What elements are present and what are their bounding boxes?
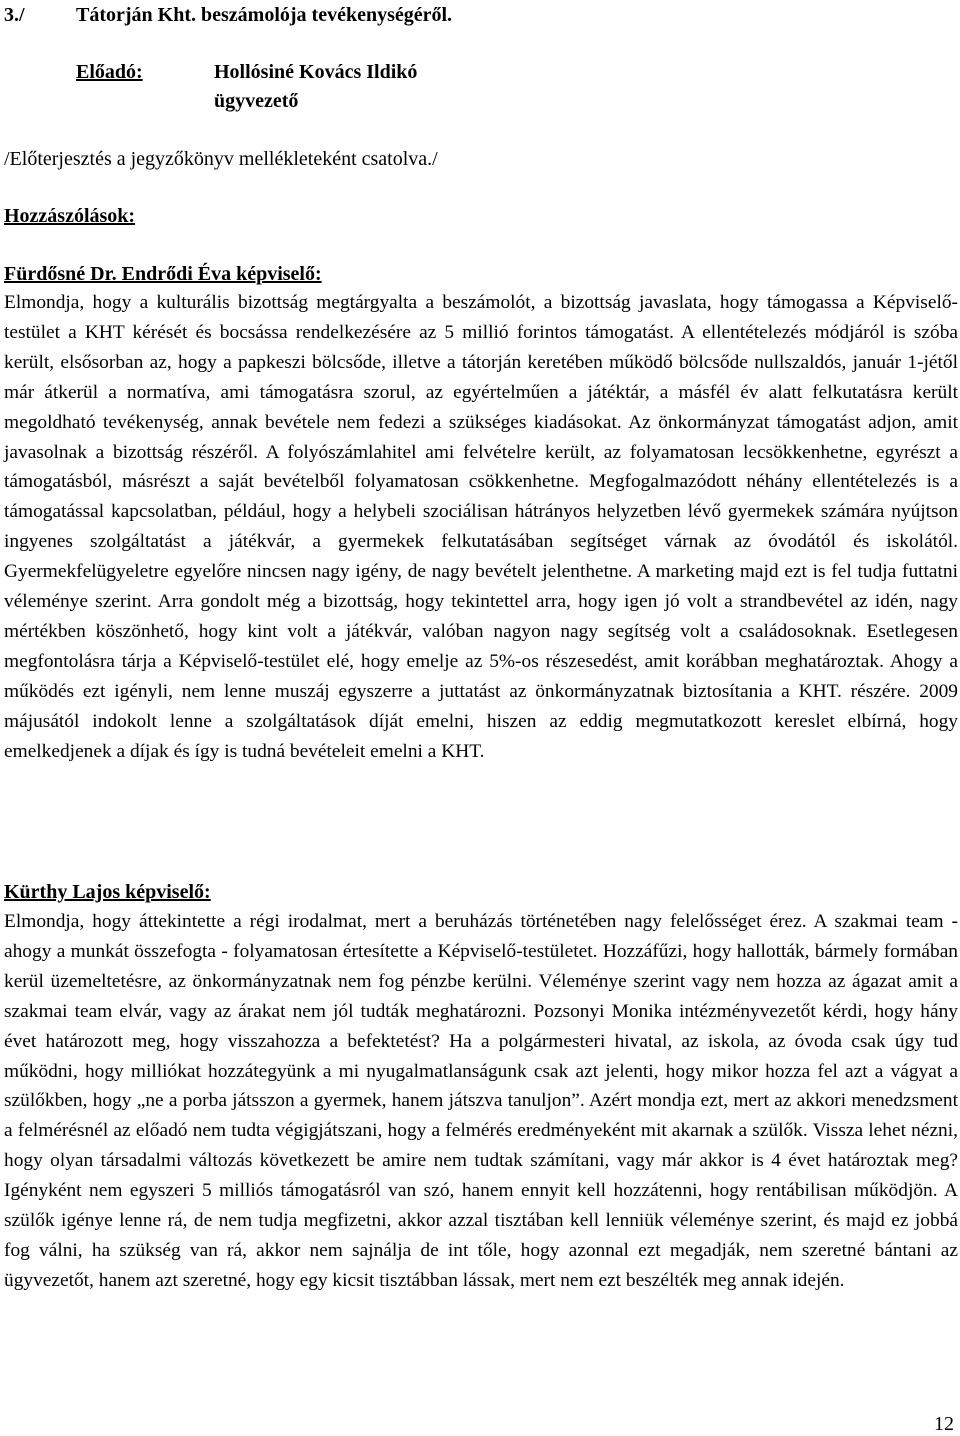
comment-text: Elmondja, hogy a kulturális bizottság megtárgyalta a beszámolót, a bizottság javaslata, hogy támogassa a Képviselő-testület a KHT kérését és bocsássa rendelkezésére az 5 millió forintos támogatást. A ellentételezés módjáról is szóba került, elsősorban az, hogy a papkeszi bölcsőde, illetve a tátorján keretében működő bölcsőde nullszaldós, január 1-jétől már átkerül a normatíva, ami támogatásra szorul, az egyértelműen a játéktár, a másfél év alatt felkutatásra került megoldható tevékenység, annak bevétele nem fedezi a szükséges kiadásokat. Az önkormányzat támogatást adjon, amit javasolnak a bizottság részéről. A folyószámlahitel ami felvételre került, az folyamatosan lecsökkenhetne, egyrészt a támogatásból, másrészt a saját bevételből folyamatosan csökkenhetne. Megfogalmazódott néhány ellentételezés is a támogatással kapcsolatban, például, hogy a helybeli szociálisan hátrányos helyzetben lévő gyermekek számára nyújtson ingyenes szolgáltatást a játékvár, a gyermekek felkutatásában segítséget várnak az óvodától és iskolától. Gyermekfelügyeletre egyelőre nincsen nagy igény, de nagy bevételt jelenthetne. A marketing majd ezt is fel tudja futtatni véleménye szerint. Arra gondolt még a bizottság, hogy tekintettel arra, hogy igen jó volt a strandbevétel az idén, nagy mértékben köszönhető, hogy kint volt a játékvár, valóban nagyon nagy segítség volt a családosoknak. Esetlegesen megfontolásra tárja a Képviselő-testület elé, hogy emelje az 5%-os részesedést, amit korábban meghatároztak. Ahogy a működés ezt igényli, nem lenne muszáj egyszerre a juttatást az önkormányzatnak biztosítania a KHT. részére. 2009 májusától indokolt lenne a szolgáltatások díját emelni, hiszen az eddig megmutatkozott kereslet elbírná, hogy emelkedjenek a díjak és így is tudná bevételeit emelni a KHT. xyxy=(4,292,958,762)
speaker-name: Fürdősné Dr. Endrődi Éva képviselő: xyxy=(4,263,322,285)
presenter-name: Hollósiné Kovács Ildikó xyxy=(214,61,418,83)
comments-heading: Hozzászólások: xyxy=(4,205,136,227)
agenda-item-title: Tátorján Kht. beszámolója tevékenységéről. xyxy=(76,4,453,26)
presenter-label: Előadó: xyxy=(76,61,143,83)
comment-text: Elmondja, hogy áttekintette a régi irodalmat, mert a beruházás történetében nagy felelősséget érez. A szakmai team - ahogy a munkát összefogta - folyamatosan értesítette a Képviselő-testületet. Hozzáfűzi, hogy hallották, bármely formában kerül üzemeltetésre, az önkormányzatnak nem fog pénzbe kerülni. Véleménye szerint vagy nem hozza az ágazat amit a szakmai team elvár, vagy az árakat nem jól tudták meghatározni. Pozsonyi Monika intézményvezetőt kérdi, hogy hány évet határozott meg, hogy visszahozza a befektetést? Ha a polgármesteri hivatal, az iskola, az óvoda csak úgy tud működni, hogy milliókat hozzátegyünk a mi nyugalmatlanságunk csak azt jelenti, hogy mikor hozza fel azt a vágyat a szülőkben, hogy „ne a porba játsszon a gyermek, hanem játszva tanuljon”. Azért mondja ezt, mert az akkori menedzsment a felmérésnél az előadó nem tudta végigjátszani, hogy a felmérés eredményeként mit akarnak a szülők. Vissza lehet nézni, hogy olyan társadalmi változás következett be amire nem tudtak számítani, vagy már akkor is 4 évet határoztak meg? Igényként nem egyszeri 5 milliós támogatásról van szó, hanem ennyit kell hozzátenni, hogy rentábilisan működjön. A szülők igénye lenne rá, de nem tudja megfizetni, akkor azzal tisztában kell lenniük véleménye szerint, és majd ez jobbá fog válni, ha szükség van rá, akkor nem sajnálja de int tőle, hogy azonnal ezt megadják, nem szeretné bántani az ügyvezetőt, hanem azt szeretné, hogy egy kicsit tisztábban lássak, mert nem ezt beszélték meg annak idején. xyxy=(4,911,958,1291)
agenda-item-number: 3./ xyxy=(4,4,25,26)
presenter-role: ügyvezető xyxy=(214,90,299,112)
page-number: 12 xyxy=(934,1413,954,1435)
attachment-note: /Előterjesztés a jegyzőkönyv mellékleteként csatolva./ xyxy=(4,148,438,170)
speaker-name: Kürthy Lajos képviselő: xyxy=(4,881,211,903)
